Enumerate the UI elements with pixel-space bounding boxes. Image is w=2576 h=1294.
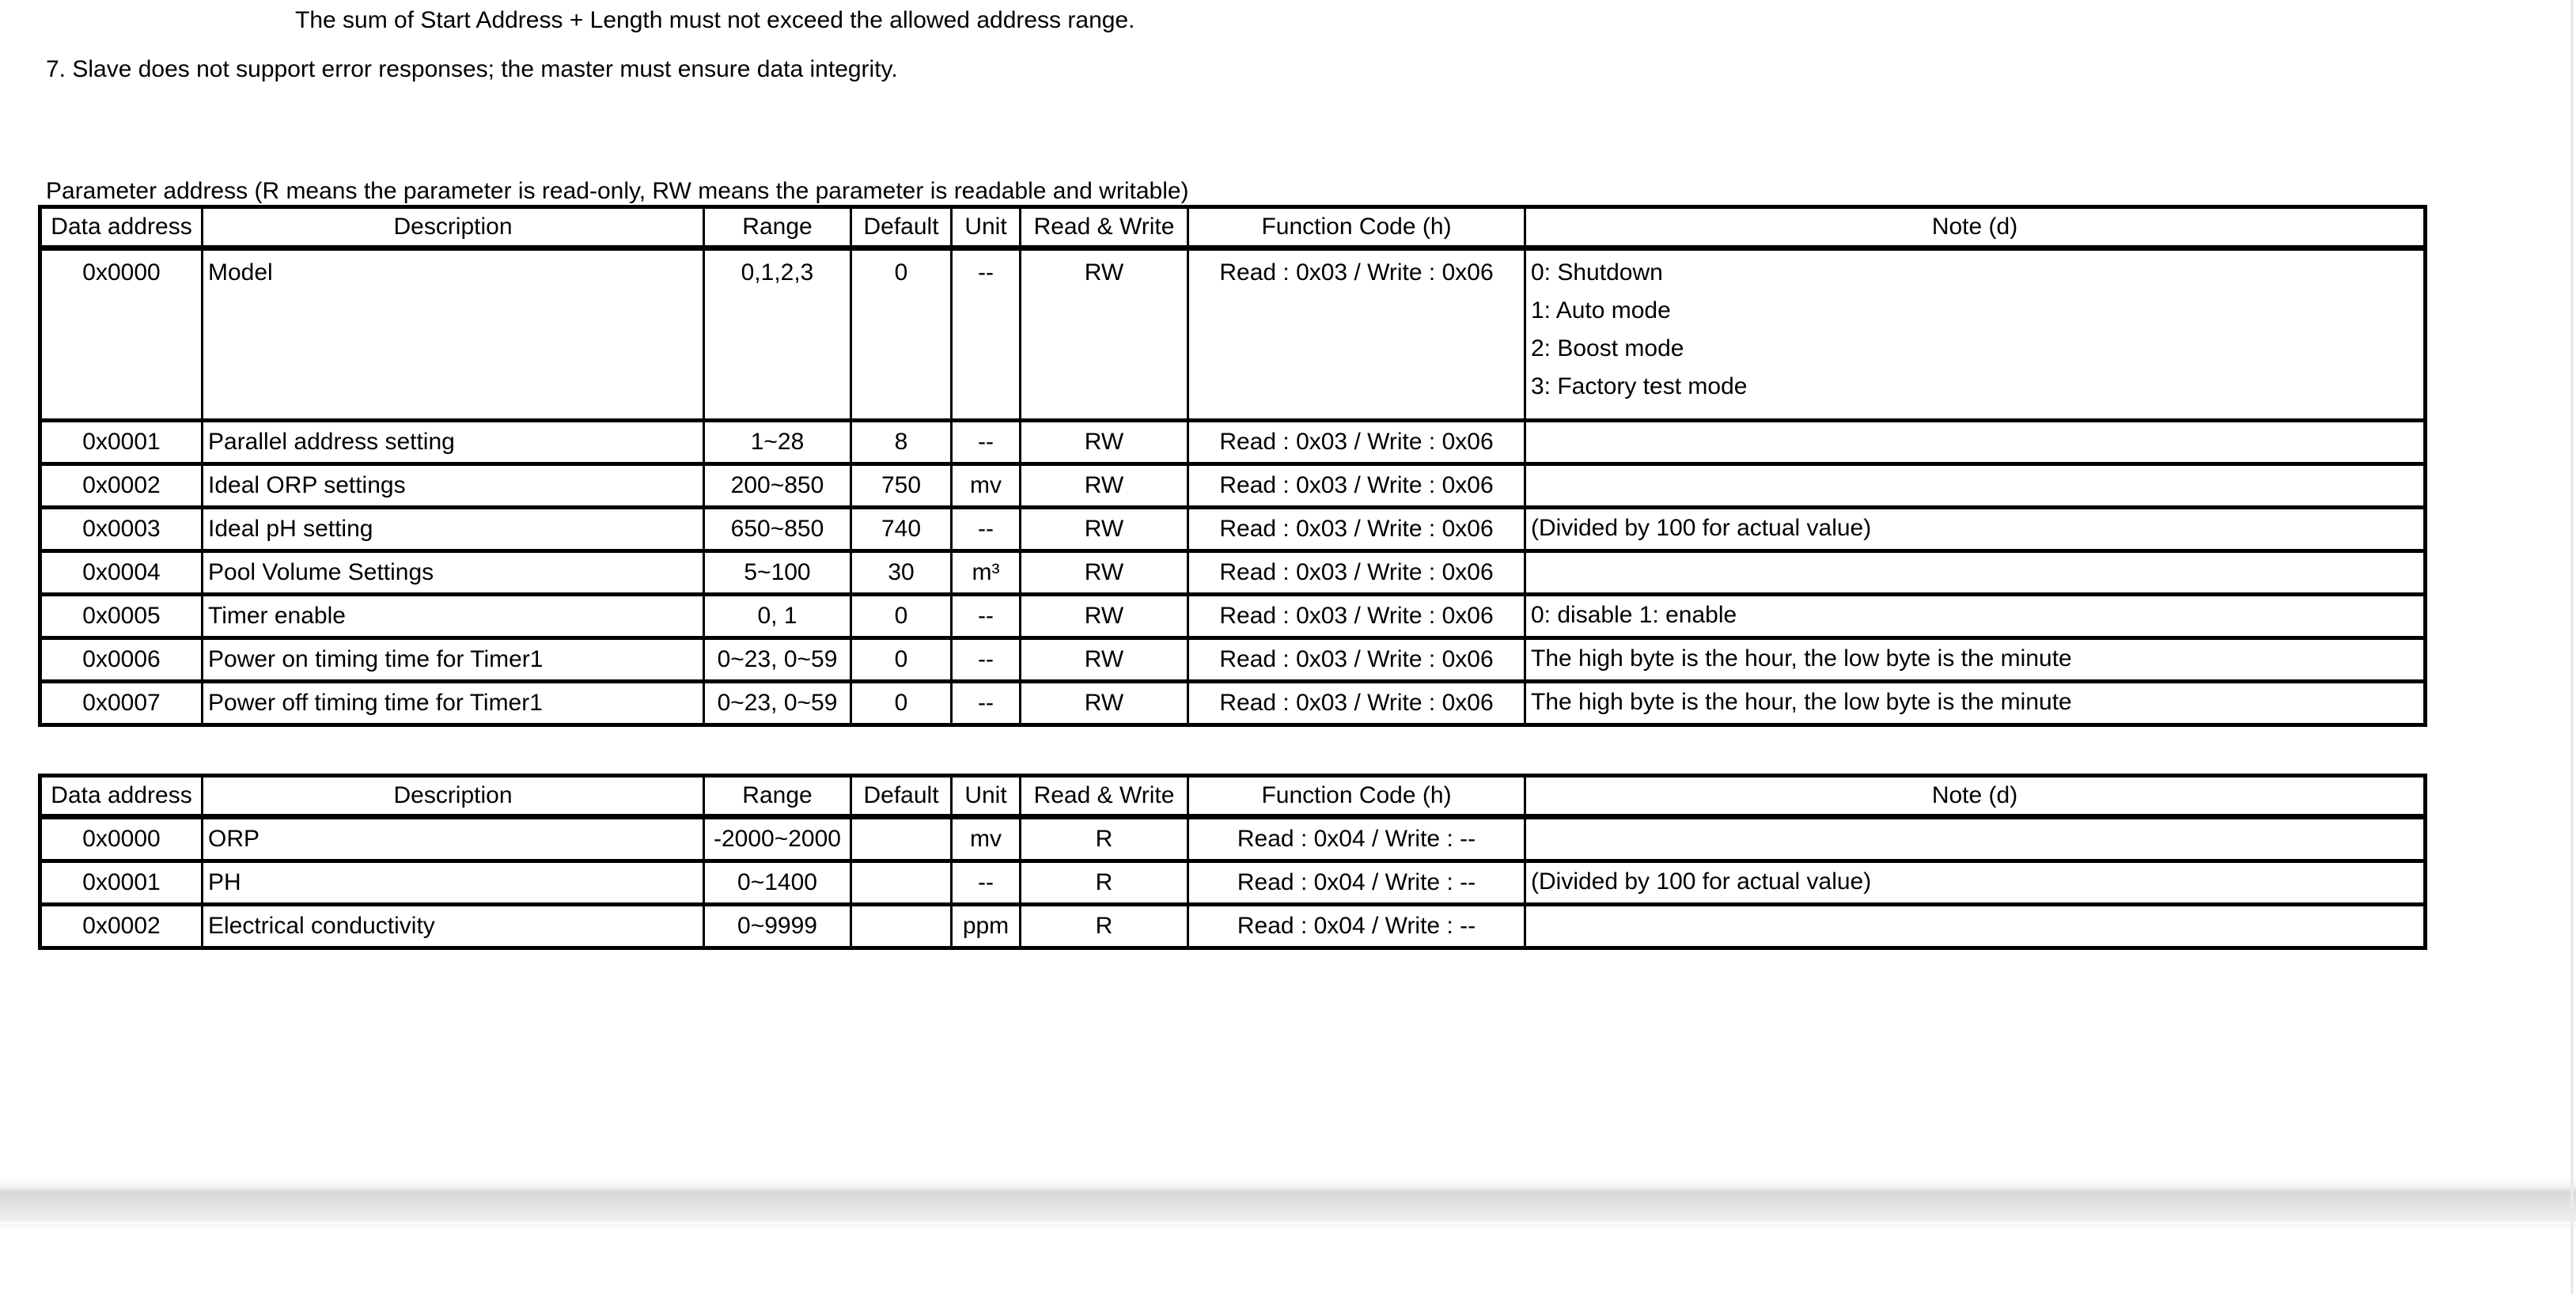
cell-rw: R bbox=[1021, 861, 1188, 905]
cell-range: 0,1,2,3 bbox=[704, 248, 851, 421]
note-line: 3: Factory test mode bbox=[1531, 373, 1748, 399]
cell-range: 650~850 bbox=[704, 508, 851, 551]
cell-rw: RW bbox=[1021, 682, 1188, 725]
cell-address: 0x0007 bbox=[40, 682, 203, 725]
parameter-address-heading: Parameter address (R means the parameter is read-only, RW means the parameter is readable and writable) bbox=[46, 178, 1189, 204]
column-header: Default bbox=[851, 776, 952, 817]
column-header: Description bbox=[203, 776, 704, 817]
table-header-row bbox=[40, 776, 2426, 817]
cell-range: 0~23, 0~59 bbox=[704, 682, 851, 725]
table-row bbox=[40, 508, 2426, 551]
list-item-7-text: 7. Slave does not support error responses; the master must ensure data integrity. bbox=[46, 56, 898, 82]
column-header: Read & Write bbox=[1021, 207, 1188, 248]
page-break-fade bbox=[0, 1224, 2576, 1231]
cell-rw: R bbox=[1021, 905, 1188, 948]
table-header-row bbox=[40, 207, 2426, 248]
cell-range: -2000~2000 bbox=[704, 817, 851, 861]
cell-default: 0 bbox=[851, 595, 952, 638]
note-line: (Divided by 100 for actual value) bbox=[1531, 515, 1872, 541]
note-line: 0: Shutdown bbox=[1531, 259, 1663, 286]
table-row bbox=[40, 551, 2426, 595]
cell-rw: RW bbox=[1021, 248, 1188, 421]
column-header: Data address bbox=[40, 207, 203, 248]
cell-default: 0 bbox=[851, 682, 952, 725]
cell-unit: mv bbox=[952, 817, 1021, 861]
table-row bbox=[40, 817, 2426, 861]
cell-function-code: Read : 0x03 / Write : 0x06 bbox=[1188, 508, 1525, 551]
note-continuation-text: The sum of Start Address + Length must not exceed the allowed address range. bbox=[295, 7, 1135, 33]
column-header: Range bbox=[704, 207, 851, 248]
parameter-table-2 bbox=[38, 774, 2427, 950]
cell-unit: -- bbox=[952, 508, 1021, 551]
parameter-table-1 bbox=[38, 205, 2427, 727]
cell-description: Parallel address setting bbox=[203, 421, 704, 464]
cell-rw: RW bbox=[1021, 551, 1188, 595]
cell-address: 0x0001 bbox=[40, 861, 203, 905]
table-row bbox=[40, 861, 2426, 905]
cell-address: 0x0005 bbox=[40, 595, 203, 638]
cell-default bbox=[851, 817, 952, 861]
note-line: (Divided by 100 for actual value) bbox=[1531, 868, 1872, 895]
cell-address: 0x0002 bbox=[40, 905, 203, 948]
cell-note bbox=[1525, 817, 2426, 861]
cell-rw: RW bbox=[1021, 638, 1188, 682]
column-header: Unit bbox=[952, 207, 1021, 248]
cell-function-code: Read : 0x03 / Write : 0x06 bbox=[1188, 248, 1525, 421]
cell-rw: RW bbox=[1021, 508, 1188, 551]
cell-address: 0x0006 bbox=[40, 638, 203, 682]
cell-unit: m³ bbox=[952, 551, 1021, 595]
cell-function-code: Read : 0x04 / Write : -- bbox=[1188, 861, 1525, 905]
table-row bbox=[40, 421, 2426, 464]
cell-default: 750 bbox=[851, 464, 952, 508]
column-header: Data address bbox=[40, 776, 203, 817]
cell-address: 0x0004 bbox=[40, 551, 203, 595]
cell-rw: RW bbox=[1021, 421, 1188, 464]
cell-unit: ppm bbox=[952, 905, 1021, 948]
cell-function-code: Read : 0x03 / Write : 0x06 bbox=[1188, 464, 1525, 508]
cell-range: 5~100 bbox=[704, 551, 851, 595]
cell-note bbox=[1525, 861, 2426, 905]
cell-unit: -- bbox=[952, 638, 1021, 682]
note-line: 0: disable 1: enable bbox=[1531, 602, 1737, 628]
cell-rw: R bbox=[1021, 817, 1188, 861]
cell-default bbox=[851, 905, 952, 948]
cell-description: Power off timing time for Timer1 bbox=[203, 682, 704, 725]
cell-rw: RW bbox=[1021, 464, 1188, 508]
cell-description: Timer enable bbox=[203, 595, 704, 638]
cell-address: 0x0003 bbox=[40, 508, 203, 551]
cell-unit: -- bbox=[952, 595, 1021, 638]
cell-note bbox=[1525, 638, 2426, 682]
cell-description: Electrical conductivity bbox=[203, 905, 704, 948]
note-line: 1: Auto mode bbox=[1531, 297, 1671, 324]
note-line: 2: Boost mode bbox=[1531, 335, 1684, 361]
page-break-band bbox=[0, 1186, 2576, 1223]
cell-note bbox=[1525, 905, 2426, 948]
cell-rw: RW bbox=[1021, 595, 1188, 638]
cell-note bbox=[1525, 248, 2426, 421]
cell-description: ORP bbox=[203, 817, 704, 861]
cell-description: PH bbox=[203, 861, 704, 905]
table-row bbox=[40, 638, 2426, 682]
table-row bbox=[40, 905, 2426, 948]
column-header: Unit bbox=[952, 776, 1021, 817]
cell-function-code: Read : 0x03 / Write : 0x06 bbox=[1188, 595, 1525, 638]
cell-default: 740 bbox=[851, 508, 952, 551]
column-header: Function Code (h) bbox=[1188, 776, 1525, 817]
cell-function-code: Read : 0x04 / Write : -- bbox=[1188, 905, 1525, 948]
cell-unit: -- bbox=[952, 861, 1021, 905]
page-right-edge-line bbox=[2570, 0, 2574, 1294]
cell-default: 8 bbox=[851, 421, 952, 464]
cell-description: Model bbox=[203, 248, 704, 421]
cell-range: 0~9999 bbox=[704, 905, 851, 948]
cell-address: 0x0000 bbox=[40, 817, 203, 861]
column-header: Default bbox=[851, 207, 952, 248]
cell-note bbox=[1525, 421, 2426, 464]
cell-description: Power on timing time for Timer1 bbox=[203, 638, 704, 682]
cell-range: 1~28 bbox=[704, 421, 851, 464]
cell-function-code: Read : 0x03 / Write : 0x06 bbox=[1188, 682, 1525, 725]
table-row bbox=[40, 595, 2426, 638]
table-row bbox=[40, 248, 2426, 421]
cell-function-code: Read : 0x03 / Write : 0x06 bbox=[1188, 638, 1525, 682]
note-line: The high byte is the hour, the low byte is the minute bbox=[1531, 645, 2072, 672]
cell-unit: -- bbox=[952, 421, 1021, 464]
cell-description: Ideal pH setting bbox=[203, 508, 704, 551]
cell-default: 0 bbox=[851, 248, 952, 421]
cell-range: 0~23, 0~59 bbox=[704, 638, 851, 682]
table-row bbox=[40, 682, 2426, 725]
cell-note bbox=[1525, 551, 2426, 595]
cell-function-code: Read : 0x04 / Write : -- bbox=[1188, 817, 1525, 861]
cell-note bbox=[1525, 595, 2426, 638]
table-row bbox=[40, 464, 2426, 508]
cell-default: 0 bbox=[851, 638, 952, 682]
cell-note bbox=[1525, 464, 2426, 508]
cell-unit: mv bbox=[952, 464, 1021, 508]
cell-address: 0x0000 bbox=[40, 248, 203, 421]
cell-description: Pool Volume Settings bbox=[203, 551, 704, 595]
cell-unit: -- bbox=[952, 682, 1021, 725]
column-header: Note (d) bbox=[1525, 776, 2426, 817]
cell-address: 0x0001 bbox=[40, 421, 203, 464]
cell-default: 30 bbox=[851, 551, 952, 595]
column-header: Note (d) bbox=[1525, 207, 2426, 248]
cell-note bbox=[1525, 682, 2426, 725]
cell-address: 0x0002 bbox=[40, 464, 203, 508]
cell-function-code: Read : 0x03 / Write : 0x06 bbox=[1188, 551, 1525, 595]
column-header: Range bbox=[704, 776, 851, 817]
column-header: Description bbox=[203, 207, 704, 248]
cell-range: 200~850 bbox=[704, 464, 851, 508]
cell-description: Ideal ORP settings bbox=[203, 464, 704, 508]
cell-note bbox=[1525, 508, 2426, 551]
column-header: Function Code (h) bbox=[1188, 207, 1525, 248]
column-header: Read & Write bbox=[1021, 776, 1188, 817]
cell-range: 0, 1 bbox=[704, 595, 851, 638]
cell-unit: -- bbox=[952, 248, 1021, 421]
cell-range: 0~1400 bbox=[704, 861, 851, 905]
page-bottom-shadow bbox=[0, 1179, 2576, 1186]
cell-function-code: Read : 0x03 / Write : 0x06 bbox=[1188, 421, 1525, 464]
cell-default bbox=[851, 861, 952, 905]
note-line: The high byte is the hour, the low byte is the minute bbox=[1531, 689, 2072, 715]
